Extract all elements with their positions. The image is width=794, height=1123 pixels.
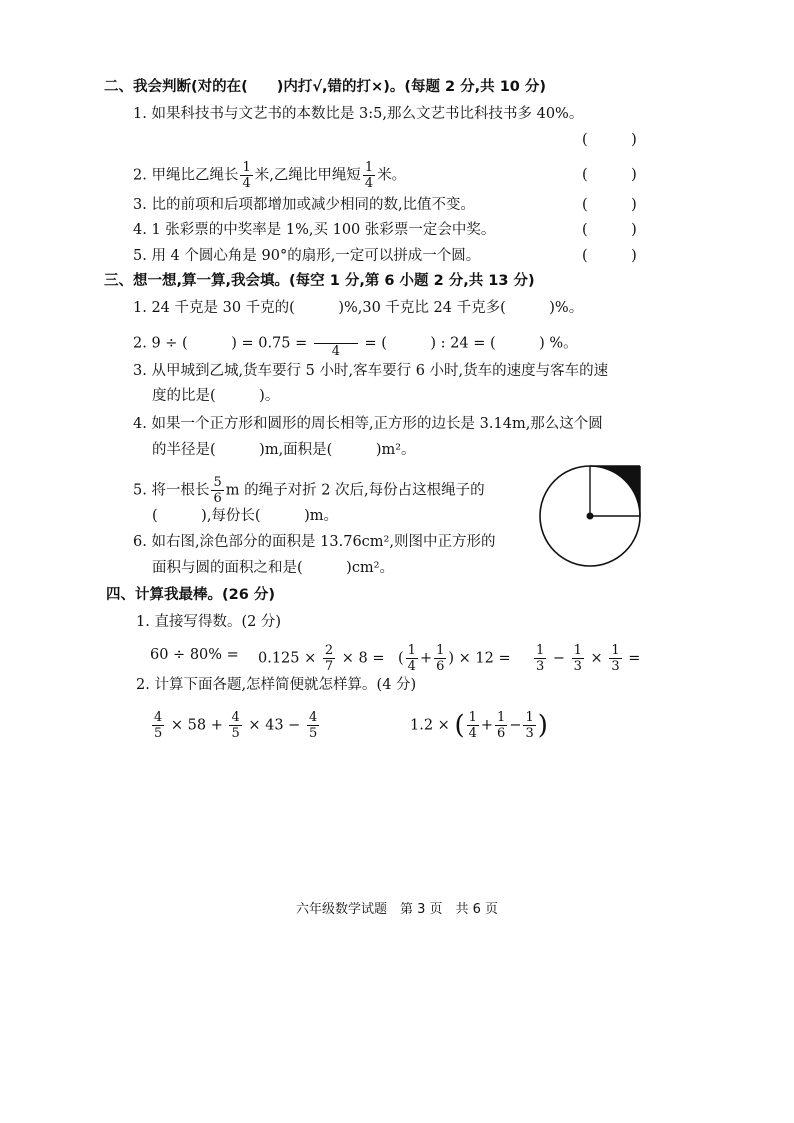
fraction-1-3: $\frac{1}{3}$ xyxy=(573,643,582,674)
s2-q2-text-b: 米,乙绳比甲绳短 xyxy=(254,167,361,184)
s3-q2-text-a: 2. 9 ÷ ( ) = 0.75 = xyxy=(133,335,308,352)
s3-q3-line1: 3. 从甲城到乙城,货车要行 5 小时,客车要行 6 小时,货车的速度与客车的速 xyxy=(133,363,609,379)
s3-q5-text-a: 5. 将一根长 xyxy=(133,482,210,499)
center-dot xyxy=(587,513,594,520)
s2-q3-answer[interactable]: ( ) xyxy=(582,197,637,213)
s2-q5-answer[interactable]: ( ) xyxy=(582,248,637,264)
fraction-1-3: $\frac{1}{3}$ xyxy=(525,710,534,741)
fraction-4-5: $\frac{4}{5}$ xyxy=(231,710,240,741)
fraction-2-7: $\frac{2}{7}$ xyxy=(324,643,334,674)
s4-part1: 1. 直接写得数。(2 分) xyxy=(136,614,282,630)
s3-q1: 1. 24 千克是 30 千克的( )%,30 千克比 24 千克多( )%。 xyxy=(133,300,584,316)
s2-q2 xyxy=(133,160,406,191)
page-footer: 六年级数学试题 第 3 页 共 6 页 xyxy=(295,902,499,917)
s4-e4: $\frac{1}{3}$ − $\frac{1}{3}$ × $\frac{1}{3}$ = xyxy=(536,643,641,674)
s2-q1: 1. 如果科技书与文艺书的本数比是 3:5,那么文艺书比科技书多 40%。 xyxy=(133,106,584,122)
s3-q2 xyxy=(133,328,578,359)
s2-q3: 3. 比的前项和后项都增加或减少相同的数,比值不变。 xyxy=(133,197,476,213)
s3-q5-line1 xyxy=(133,475,485,506)
fraction-5-6: $\frac{5}{6}$ xyxy=(213,475,222,506)
s3-q4-line1: 4. 如果一个正方形和圆形的周长相等,正方形的边长是 3.14m,那么这个圆 xyxy=(133,416,603,432)
circle-square-figure xyxy=(536,462,644,570)
s2-q1-answer[interactable]: ( ) xyxy=(582,132,637,148)
s3-q6-line1: 6. 如右图,涂色部分的面积是 13.76cm²,则图中正方形的 xyxy=(133,534,496,550)
fraction-1-4: $\frac{1}{4}$ xyxy=(407,643,416,674)
section2-heading: 二、我会判断(对的在( )内打√,错的打×)。(每题 2 分,共 10 分) xyxy=(104,79,547,95)
fraction-blank-4: 4 xyxy=(314,328,358,359)
s2-q2-text-a: 2. 甲绳比乙绳长 xyxy=(133,167,239,184)
s4-e2: 0.125 × $\frac{2}{7}$ × 8 = xyxy=(258,643,385,674)
section4-heading: 四、计算我最棒。(26 分) xyxy=(106,587,275,603)
s2-q4: 4. 1 张彩票的中奖率是 1%,买 100 张彩票一定会中奖。 xyxy=(133,222,496,238)
fraction-1-4: $\frac{1}{4}$ xyxy=(468,710,477,741)
s2-q5: 5. 用 4 个圆心角是 90°的扇形,一定可以拼成一个圆。 xyxy=(133,248,481,264)
s3-q5-text-b: m 的绳子对折 2 次后,每份占这根绳子的 xyxy=(225,482,485,499)
s3-q3-line2: 度的比是( )。 xyxy=(152,388,280,404)
s2-q2-answer[interactable]: ( ) xyxy=(582,167,637,183)
s4-e3: ( $\frac{1}{4}$ + $\frac{1}{6}$ ) × 12 = xyxy=(398,643,511,674)
s4-c2: 1.2 × ( $\frac{1}{4}$ + $\frac{1}{6}$ − $\frac{1}{3}$ ) xyxy=(410,710,548,741)
s4-c1: $\frac{4}{5}$ × 58 + $\frac{4}{5}$ × 43 − $\frac{4}{5}$ xyxy=(154,710,318,741)
fraction-1-6: $\frac{1}{6}$ xyxy=(497,710,506,741)
section3-heading: 三、想一想,算一算,我会填。(每空 1 分,第 6 小题 2 分,共 13 分) xyxy=(104,273,535,289)
fraction-1-4: $\frac{1}{4}$ xyxy=(242,160,251,191)
fraction-1-3: $\frac{1}{3}$ xyxy=(536,643,545,674)
s4-part2: 2. 计算下面各题,怎样简便就怎样算。(4 分) xyxy=(136,677,417,693)
s3-q5-line2: ( ),每份长( )m。 xyxy=(152,508,338,524)
s3-q2-text-b: = ( ) : 24 = ( ) %。 xyxy=(364,335,578,352)
fraction-4-5: $\frac{4}{5}$ xyxy=(154,710,163,741)
s2-q2-text-c: 米。 xyxy=(377,167,407,184)
fraction-1-6: $\frac{1}{6}$ xyxy=(436,643,445,674)
s4-e1: 60 ÷ 80% = xyxy=(150,647,239,663)
s2-q4-answer[interactable]: ( ) xyxy=(582,222,637,238)
fraction-1-4: $\frac{1}{4}$ xyxy=(364,160,374,191)
fraction-4-5: $\frac{4}{5}$ xyxy=(308,710,318,741)
s3-q6-line2: 面积与圆的面积之和是( )cm²。 xyxy=(152,560,394,576)
s3-q4-line2: 的半径是( )m,面积是( )m²。 xyxy=(152,442,416,458)
fraction-1-3: $\frac{1}{3}$ xyxy=(611,643,620,674)
